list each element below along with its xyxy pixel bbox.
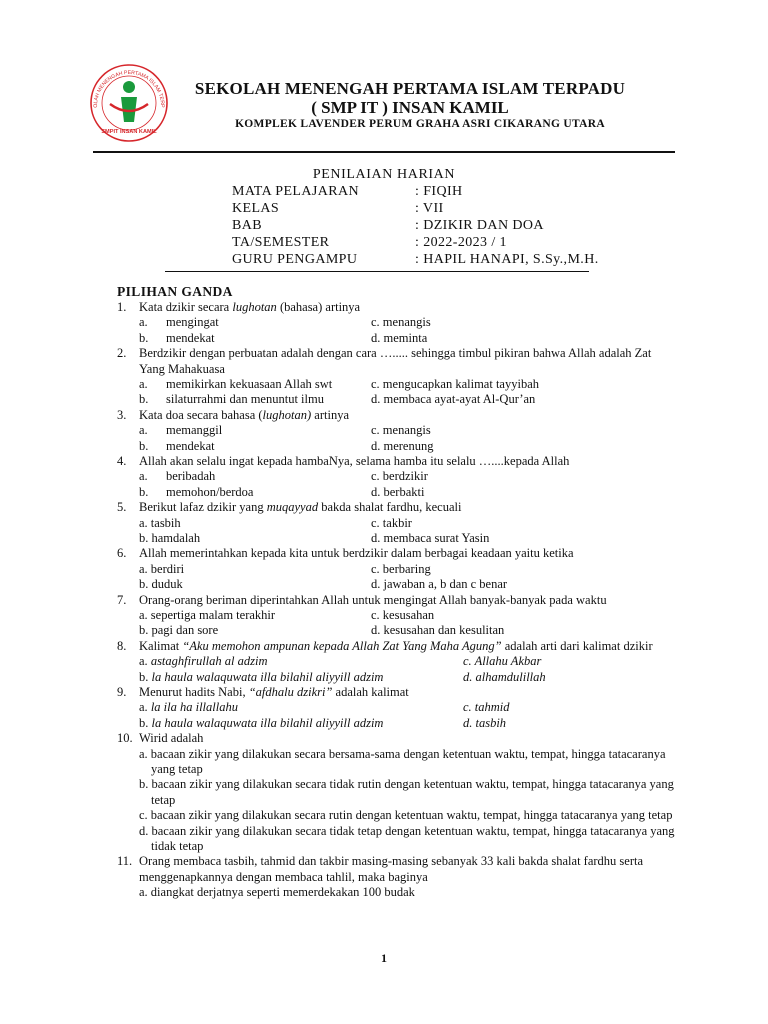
- question-3: [117, 408, 677, 423]
- meta-key: KELAS: [232, 201, 280, 216]
- question-text: Menurut hadits Nabi,: [139, 684, 249, 699]
- options-3: [139, 423, 677, 454]
- option-c[interactable]: c. takbir: [371, 515, 412, 530]
- school-address: KOMPLEK LAVENDER PERUM GRAHA ASRI CIKARANG UTARA: [235, 118, 605, 130]
- option-b[interactable]: b. bacaan zikir yang dilakukan secara tidak rutin dengan ketentuan waktu, tempat, hingga tatacaranya yang tetap: [139, 777, 674, 807]
- question-number: 10.: [117, 731, 133, 746]
- question-text: Kalimat: [139, 638, 183, 653]
- option-b[interactable]: b. duduk: [139, 577, 183, 592]
- question-10: [117, 731, 677, 746]
- option-a[interactable]: a. astaghfirullah al adzim: [139, 654, 268, 669]
- option-d[interactable]: d. alhamdulillah: [463, 669, 546, 684]
- meta-value: : 2022-2023 / 1: [415, 235, 507, 250]
- option-c[interactable]: c. kesusahan: [371, 607, 435, 622]
- options-8: [139, 654, 677, 685]
- question-9: [117, 685, 677, 700]
- meta-row: [232, 184, 463, 200]
- question-4: [117, 454, 677, 469]
- option-b[interactable]: b. silaturrahmi dan menuntut ilmu: [139, 392, 324, 407]
- question-text-italic: “afdhalu dzikri”: [248, 684, 333, 699]
- meta-row: [232, 252, 599, 268]
- question-8: [117, 639, 677, 654]
- exam-title: PENILAIAN HARIAN: [312, 167, 456, 182]
- question-number: 8.: [117, 638, 127, 653]
- question-text: bakda shalat fardhu, kecuali: [318, 500, 462, 515]
- option-a[interactable]: a. mengingat: [139, 315, 219, 330]
- question-number: 3.: [117, 407, 127, 422]
- option-a[interactable]: a. beribadah: [139, 469, 216, 484]
- meta-key: MATA PELAJARAN: [232, 184, 359, 199]
- options-4: [139, 469, 677, 500]
- question-number: 7.: [117, 592, 127, 607]
- question-7: [117, 593, 677, 608]
- meta-key: BAB: [232, 218, 262, 233]
- meta-value: : HAPIL HANAPI, S.Sy.,M.H.: [415, 252, 599, 267]
- question-text: Kata dzikir secara: [139, 300, 233, 314]
- logo-ring-text: OLAH MENENGAH PERTAMA ISLAM TERP: [92, 69, 166, 108]
- option-b[interactable]: b. memohon/berdoa: [139, 484, 254, 499]
- school-subtitle: ( SMP IT ) INSAN KAMIL: [311, 98, 509, 117]
- option-d[interactable]: d. tasbih: [463, 715, 507, 730]
- question-text: Orang-orang beriman diperintahkan Allah untuk mengingat Allah banyak-banyak pada waktu: [139, 592, 607, 607]
- option-d[interactable]: d. berbakti: [371, 484, 425, 499]
- question-text-italic: lughotan): [262, 407, 312, 422]
- question-list: [117, 284, 677, 901]
- options-11: [139, 885, 677, 900]
- option-a[interactable]: a. berdiri: [139, 561, 185, 576]
- logo-bottom-text: SMPIT INSAN KAMIL: [101, 129, 157, 135]
- question-number: 4.: [117, 453, 127, 468]
- option-d[interactable]: d. merenung: [371, 438, 434, 453]
- question-number: 2.: [117, 346, 127, 361]
- options-5: [139, 516, 677, 547]
- question-1: [117, 300, 677, 315]
- meta-row: [232, 218, 544, 234]
- options-2: [139, 377, 677, 408]
- question-6: [117, 546, 677, 561]
- question-2: [117, 346, 677, 377]
- question-text: adalah kalimat: [332, 684, 409, 699]
- option-c[interactable]: c. berbaring: [371, 561, 431, 576]
- question-text: Berikut lafaz dzikir yang: [139, 500, 267, 515]
- option-d[interactable]: d. meminta: [371, 330, 428, 345]
- question-text: Allah memerintahkan kepada kita untuk berdzikir dalam berbagai keadaan yaitu ketika: [139, 546, 574, 561]
- question-text: Wirid adalah: [139, 731, 204, 746]
- options-7: [139, 608, 677, 639]
- question-text: artinya: [311, 407, 349, 422]
- question-number: 9.: [117, 684, 127, 699]
- question-text: adalah arti dari kalimat dzikir: [501, 638, 653, 653]
- question-text: Kata doa secara bahasa (: [139, 407, 263, 422]
- option-d[interactable]: d. jawaban a, b dan c benar: [371, 577, 508, 592]
- option-c[interactable]: c. Allahu Akbar: [463, 654, 542, 669]
- question-text-italic: lughotan: [232, 300, 277, 314]
- question-11: [117, 854, 677, 885]
- header-divider: [93, 151, 675, 153]
- option-c[interactable]: c. berdzikir: [371, 469, 428, 484]
- option-b[interactable]: b. mendekat: [139, 438, 215, 453]
- options-6: [139, 562, 677, 593]
- school-name: SEKOLAH MENENGAH PERTAMA ISLAM TERPADU: [194, 79, 626, 98]
- logo-dot: [123, 81, 135, 93]
- question-text: Allah akan selalu ingat kepada hambaNya, selama hamba itu selalu …....kepada Allah: [139, 453, 570, 468]
- option-a[interactable]: a. memikirkan kekuasaan Allah swt: [139, 377, 333, 391]
- meta-row: [232, 201, 444, 217]
- option-c[interactable]: c. menangis: [371, 423, 431, 438]
- meta-row: [232, 235, 507, 251]
- option-c[interactable]: c. bacaan zikir yang dilakukan secara rutin dengan ketentuan waktu, tempat, hingga tatacaranya yang tetap: [139, 808, 673, 823]
- question-text: Berdzikir dengan perbuatan adalah dengan cara …..... sehingga timbul pikiran bahwa Allah adalah Zat Yang Mahakuasa: [139, 346, 652, 376]
- question-number: 6.: [117, 546, 127, 561]
- meta-divider: [165, 271, 589, 272]
- page-number: 1: [381, 951, 387, 965]
- option-d[interactable]: d. bacaan zikir yang dilakukan secara tidak tetap dengan ketentuan waktu, tempat, hingga tatacaranya yang tidak tetap: [139, 823, 675, 853]
- option-b[interactable]: b. la haula walaquwata illa bilahil aliyyill adzim: [139, 715, 384, 730]
- question-text-italic: “Aku memohon ampunan kepada Allah Zat Yang Maha Agung”: [182, 638, 502, 653]
- option-c[interactable]: c. menangis: [371, 315, 431, 330]
- option-a[interactable]: a. memanggil: [139, 423, 223, 438]
- option-d[interactable]: d. membaca surat Yasin: [371, 530, 490, 545]
- option-d[interactable]: d. membaca ayat-ayat Al-Qur’an: [371, 392, 536, 407]
- meta-key: TA/SEMESTER: [232, 235, 330, 250]
- meta-value: : VII: [415, 201, 444, 216]
- option-b[interactable]: b. la haula walaquwata illa bilahil aliyyill adzim: [139, 669, 384, 684]
- option-a[interactable]: a. diangkat derjatnya seperti memerdekakan 100 budak: [139, 885, 415, 900]
- question-number: 5.: [117, 500, 127, 515]
- section-title: PILIHAN GANDA: [117, 284, 233, 299]
- option-d[interactable]: d. kesusahan dan kesulitan: [371, 623, 505, 638]
- meta-value: : FIQIH: [415, 184, 463, 199]
- question-number: 1.: [117, 300, 127, 314]
- option-c[interactable]: c. tahmid: [463, 700, 510, 715]
- option-a[interactable]: a. la ila ha illallahu: [139, 700, 238, 715]
- option-a[interactable]: a. sepertiga malam terakhir: [139, 607, 276, 622]
- question-text-italic: muqayyad: [266, 500, 319, 515]
- options-10: [139, 747, 677, 855]
- meta-value: : DZIKIR DAN DOA: [415, 218, 544, 233]
- option-a[interactable]: a. bacaan zikir yang dilakukan secara bersama-sama dengan ketentuan waktu, tempat, hingga tatacaranya yang tetap: [139, 746, 666, 776]
- options-9: [139, 700, 677, 731]
- option-a[interactable]: a. tasbih: [139, 515, 181, 530]
- option-c[interactable]: c. mengucapkan kalimat tayyibah: [371, 377, 539, 391]
- option-b[interactable]: b. pagi dan sore: [139, 623, 219, 638]
- meta-key: GURU PENGAMPU: [232, 252, 358, 267]
- question-text: Orang membaca tasbih, tahmid dan takbir masing-masing sebanyak 33 kali bakda shalat fardhu serta menggenapkannya dengan membaca tahlil, maka baginya: [139, 854, 644, 884]
- option-b[interactable]: b. mendekat: [139, 330, 215, 345]
- question-number: 11.: [117, 854, 133, 869]
- question-text: (bahasa) artinya: [276, 300, 361, 314]
- options-1: [139, 315, 677, 346]
- question-5: [117, 500, 677, 515]
- option-b[interactable]: b. hamdalah: [139, 530, 201, 545]
